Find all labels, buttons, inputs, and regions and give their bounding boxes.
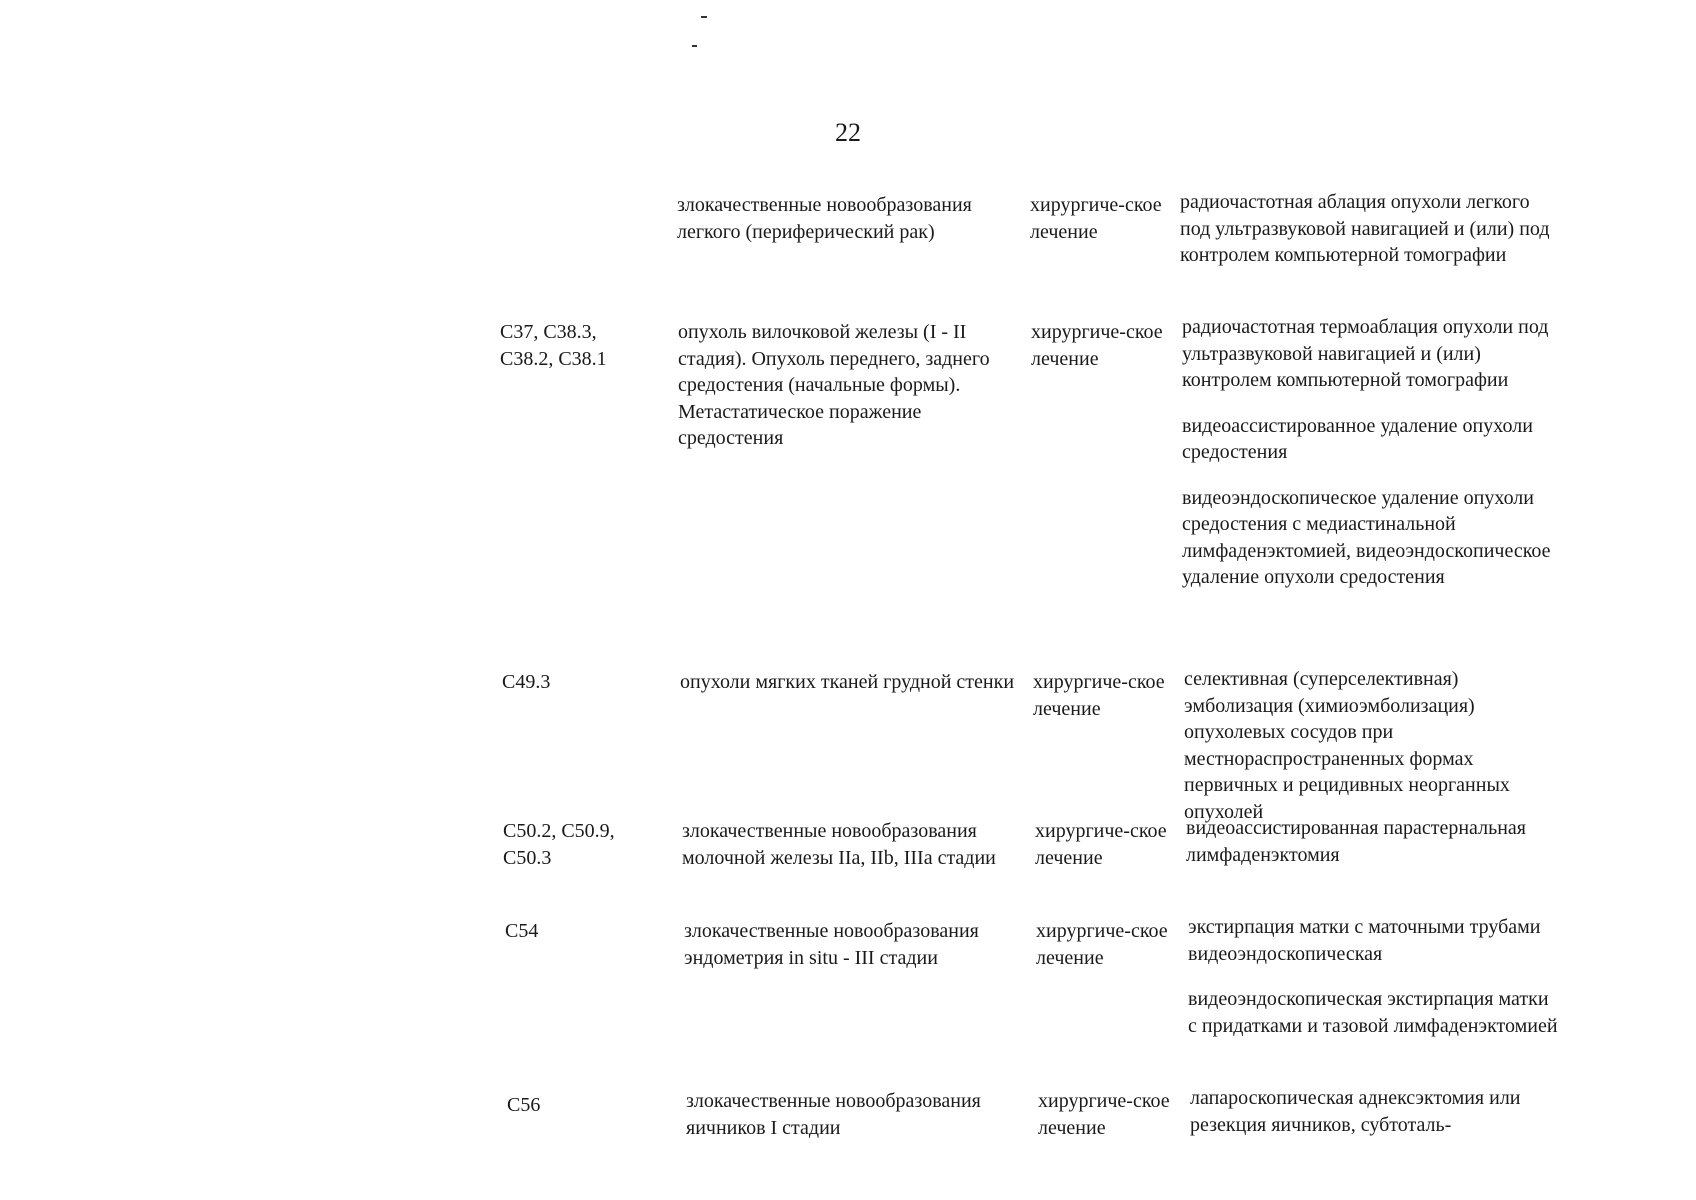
method-item: радиочастотная аблация опухоли легкого под ультразвуковой навигацией и (или) под контролем компьютерной томографии <box>1180 191 1550 266</box>
methods-cell <box>1190 1085 1560 1138</box>
method-item: селективная (суперселективная) эмболизация (химиоэмболизация) опухолевых сосудов при местнораспространенных формах первичных и рецидивных неорганных опухолей <box>1184 668 1510 823</box>
icd-code: C49.3 <box>502 671 551 693</box>
treatment-type: хирургиче-ское лечение <box>1033 671 1165 720</box>
treatment-type: хирургиче-ское лечение <box>1036 920 1168 969</box>
icd-code: C37, C38.3, C38.2, C38.1 <box>500 321 607 370</box>
diagnosis: злокачественные новообразования эндометрия in situ - III стадии <box>684 920 979 969</box>
method-item: видеоассистированное удаление опухоли средостения <box>1182 414 1533 463</box>
diagnosis: опухоль вилочковой железы (I - II стадия). Опухоль переднего, заднего средостения (начальные формы). Метастатическое поражение средостения <box>678 321 990 449</box>
treatment-type: хирургиче-ское лечение <box>1031 321 1163 370</box>
methods-cell <box>1182 314 1552 591</box>
treatment-type: хирургиче-ское лечение <box>1030 194 1162 243</box>
diagnosis: злокачественные новообразования легкого (периферический рак) <box>677 194 972 243</box>
icd-code: C54 <box>505 920 539 942</box>
method-item: видеоэндоскопическое удаление опухоли средостения с медиастинальной лимфаденэктомией, видеоэндоскопическое удаление опухоли средостения <box>1182 486 1551 588</box>
methods-cell <box>1186 815 1556 868</box>
treatment-type: хирургиче-ское лечение <box>1038 1090 1170 1139</box>
diagnosis: опухоли мягких тканей грудной стенки <box>680 671 1015 693</box>
treatment-type: хирургиче-ское лечение <box>1035 820 1167 869</box>
method-item: видеоассистированная парастернальная лимфаденэктомия <box>1186 817 1526 866</box>
diagnosis: злокачественные новообразования молочной железы IIa, IIb, IIIa стадии <box>682 820 996 869</box>
methods-cell <box>1184 666 1554 825</box>
scan-speck <box>692 45 697 47</box>
icd-code: C50.2, C50.9, C50.3 <box>503 820 615 869</box>
method-item: радиочастотная термоаблация опухоли под ультразвуковой навигацией и (или) контролем компьютерной томографии <box>1182 316 1549 391</box>
icd-code: C56 <box>507 1094 541 1116</box>
method-item: видеоэндоскопическая экстирпация матки с придатками и тазовой лимфаденэктомией <box>1188 988 1558 1037</box>
scan-speck <box>701 16 707 18</box>
method-item: лапароскопическая аднексэктомия или резекция яичников, субтоталь- <box>1190 1087 1521 1136</box>
page-number: 22 <box>835 118 861 147</box>
methods-cell <box>1188 914 1558 1039</box>
diagnosis: злокачественные новообразования яичников I стадии <box>686 1090 981 1139</box>
methods-cell <box>1180 189 1550 269</box>
method-item: экстирпация матки с маточными трубами видеоэндоскопическая <box>1188 916 1541 965</box>
